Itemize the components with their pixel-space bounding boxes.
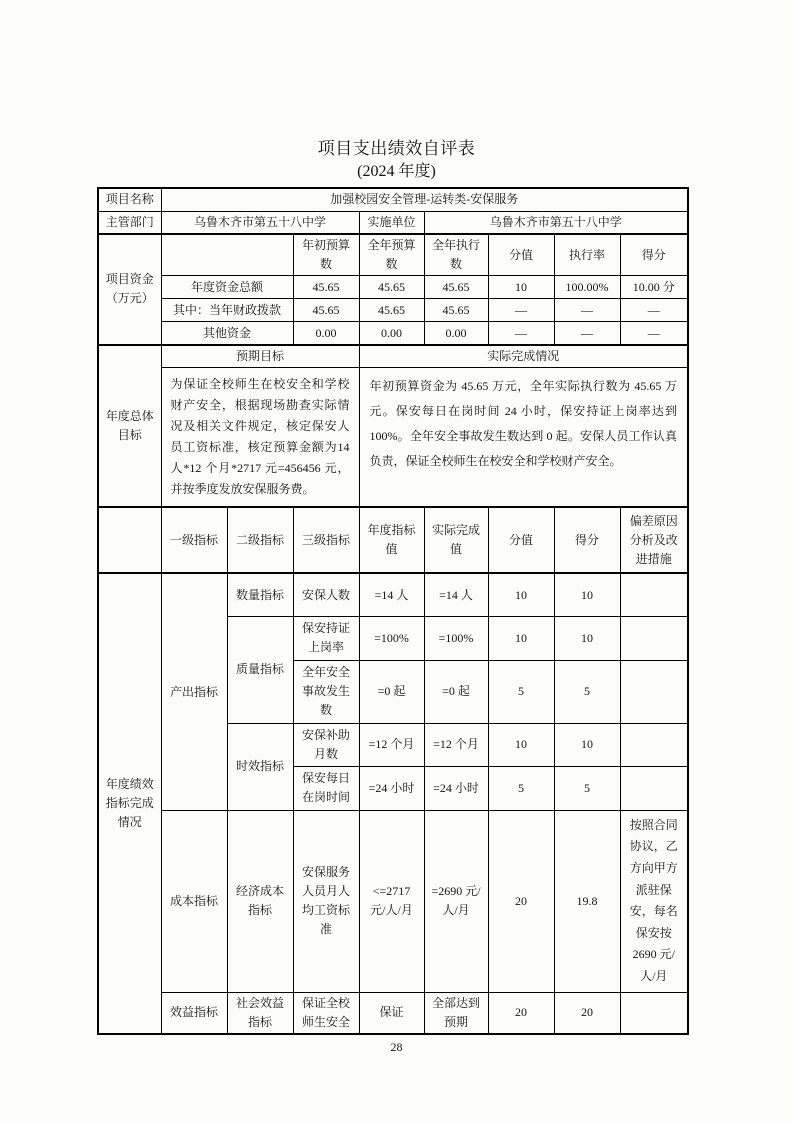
indicator-score-value: 10	[488, 616, 554, 660]
indicator-target: =12 个月	[359, 723, 424, 766]
self-evaluation-table	[97, 187, 689, 1035]
indicator-score: 5	[554, 660, 620, 723]
funds-cell: 45.65	[424, 276, 488, 299]
funds-row-label: 年度资金总额	[161, 276, 293, 299]
indicator-deviation	[620, 573, 688, 616]
indicator-actual: 全部达到预期	[424, 992, 488, 1034]
funds-cell: 10.00 分	[620, 276, 688, 299]
indicator-score: 20	[554, 992, 620, 1034]
indicator-name: 保安持证上岗率	[293, 616, 359, 660]
funds-header-score: 得分	[620, 234, 688, 276]
project-name-label: 项目名称	[98, 188, 161, 211]
funds-cell: 0.00	[359, 322, 424, 345]
funds-cell: 0.00	[293, 322, 359, 345]
funds-row-label: 其他资金	[161, 322, 293, 345]
page-number: 28	[390, 1040, 403, 1054]
expected-goal-text: 为保证全校师生在校安全和学校财产安全，根据现场勘查实际情况及相关文件规定，核定保安人员工资标准，核定预算金额为14 人*12 个月*2717 元=456456 元，并按季度发放安保服务费。	[161, 368, 359, 508]
funds-cell: 0.00	[424, 322, 488, 345]
level1-output-indicator: 产出指标	[161, 573, 227, 810]
indicator-target: 保证	[359, 992, 424, 1034]
indicator-score-value: 5	[488, 766, 554, 810]
indicator-target: =100%	[359, 616, 424, 660]
indicator-target: =24 小时	[359, 766, 424, 810]
funds-cell: —	[620, 299, 688, 322]
indicators-header-level2: 二级指标	[227, 507, 293, 573]
indicators-header-deviation: 偏差原因分析及改进措施	[620, 507, 688, 573]
funds-cell: —	[554, 299, 620, 322]
indicator-actual: =14 人	[424, 573, 488, 616]
funds-cell: 100.00%	[554, 276, 620, 299]
page-title: 项目支出绩效自评表	[317, 139, 476, 158]
indicator-actual: =100%	[424, 616, 488, 660]
actual-completion-text: 年初预算资金为 45.65 万元，全年实际执行数为 45.65 万元。保安每日在岗时间 24 小时，保安持证上岗率达到 100%。全年安全事故发生数达到 0 起。安保人员工作认真负责，保证全校师生在校安全和学校财产安全。	[359, 368, 688, 508]
funds-cell: —	[620, 322, 688, 345]
indicator-score-value: 20	[488, 810, 554, 992]
indicator-name: 保安每日在岗时间	[293, 766, 359, 810]
indicators-header-level3: 三级指标	[293, 507, 359, 573]
funds-cell: 10	[488, 276, 554, 299]
level2-timeliness-indicator: 时效指标	[227, 723, 293, 810]
indicator-deviation	[620, 616, 688, 660]
indicator-score: 5	[554, 766, 620, 810]
impl-unit-value: 乌鲁木齐市第五十八中学	[424, 211, 688, 234]
indicator-deviation	[620, 660, 688, 723]
indicator-score: 10	[554, 723, 620, 766]
funds-cell: 45.65	[359, 299, 424, 322]
funds-section-label: 项目资金（万元）	[98, 234, 161, 345]
funds-row-label: 其中：当年财政拨款	[161, 299, 293, 322]
indicator-target: =14 人	[359, 573, 424, 616]
level2-social-benefit-indicator: 社会效益指标	[227, 992, 293, 1034]
indicator-score: 10	[554, 616, 620, 660]
funds-cell: —	[488, 299, 554, 322]
indicator-score: 19.8	[554, 810, 620, 992]
indicator-target: <=2717 元/人/月	[359, 810, 424, 992]
indicator-actual: =2690 元/人/月	[424, 810, 488, 992]
indicator-name: 安保补助月数	[293, 723, 359, 766]
expected-goal-header: 预期目标	[161, 345, 359, 368]
indicator-deviation: 按照合同协议，乙方向甲方派驻保安，每名保安按 2690 元/人/月	[620, 810, 688, 992]
indicator-name: 安保服务人员月人均工资标准	[293, 810, 359, 992]
funds-header-initial-budget: 年初预算数	[293, 234, 359, 276]
document-title-block	[0, 137, 793, 183]
level1-cost-indicator: 成本指标	[161, 810, 227, 992]
funds-cell: 45.65	[293, 299, 359, 322]
funds-cell: 45.65	[359, 276, 424, 299]
funds-cell: —	[554, 322, 620, 345]
indicator-name: 保证全校师生安全	[293, 992, 359, 1034]
indicator-name: 安保人数	[293, 573, 359, 616]
dept-label: 主管部门	[98, 211, 161, 234]
indicator-score: 10	[554, 573, 620, 616]
indicators-header-score: 得分	[554, 507, 620, 573]
indicators-header-level1: 一级指标	[161, 507, 227, 573]
level2-quality-indicator: 质量指标	[227, 616, 293, 723]
indicator-actual: =24 小时	[424, 766, 488, 810]
funds-header-score-value: 分值	[488, 234, 554, 276]
indicators-header-score-value: 分值	[488, 507, 554, 573]
actual-completion-header: 实际完成情况	[359, 345, 688, 368]
funds-cell: —	[488, 322, 554, 345]
indicator-name: 全年安全事故发生数	[293, 660, 359, 723]
indicator-score-value: 20	[488, 992, 554, 1034]
indicator-actual: =12 个月	[424, 723, 488, 766]
indicator-deviation	[620, 723, 688, 766]
indicator-actual: =0 起	[424, 660, 488, 723]
indicator-target: =0 起	[359, 660, 424, 723]
page-subtitle: (2024 年度)	[357, 163, 436, 180]
indicator-score-value: 10	[488, 573, 554, 616]
funds-cell: 45.65	[424, 299, 488, 322]
level2-quantity-indicator: 数量指标	[227, 573, 293, 616]
dept-value: 乌鲁木齐市第五十八中学	[161, 211, 359, 234]
funds-header-annual-budget: 全年预算数	[359, 234, 424, 276]
impl-unit-label: 实施单位	[359, 211, 424, 234]
indicator-deviation	[620, 992, 688, 1034]
funds-blank-cell	[161, 234, 293, 276]
indicators-blank-cell	[98, 507, 161, 573]
level1-benefit-indicator: 效益指标	[161, 992, 227, 1034]
project-name-value: 加强校园安全管理-运转类-安保服务	[161, 188, 688, 211]
indicators-section-label: 年度绩效指标完成情况	[98, 573, 161, 1034]
funds-header-executed: 全年执行数	[424, 234, 488, 276]
funds-cell: 45.65	[293, 276, 359, 299]
level2-economic-cost-indicator: 经济成本指标	[227, 810, 293, 992]
funds-header-exec-rate: 执行率	[554, 234, 620, 276]
annual-goal-section-label: 年度总体目标	[98, 345, 161, 508]
indicator-score-value: 5	[488, 660, 554, 723]
indicators-header-actual: 实际完成值	[424, 507, 488, 573]
indicators-header-target: 年度指标值	[359, 507, 424, 573]
indicator-deviation	[620, 766, 688, 810]
indicator-score-value: 10	[488, 723, 554, 766]
